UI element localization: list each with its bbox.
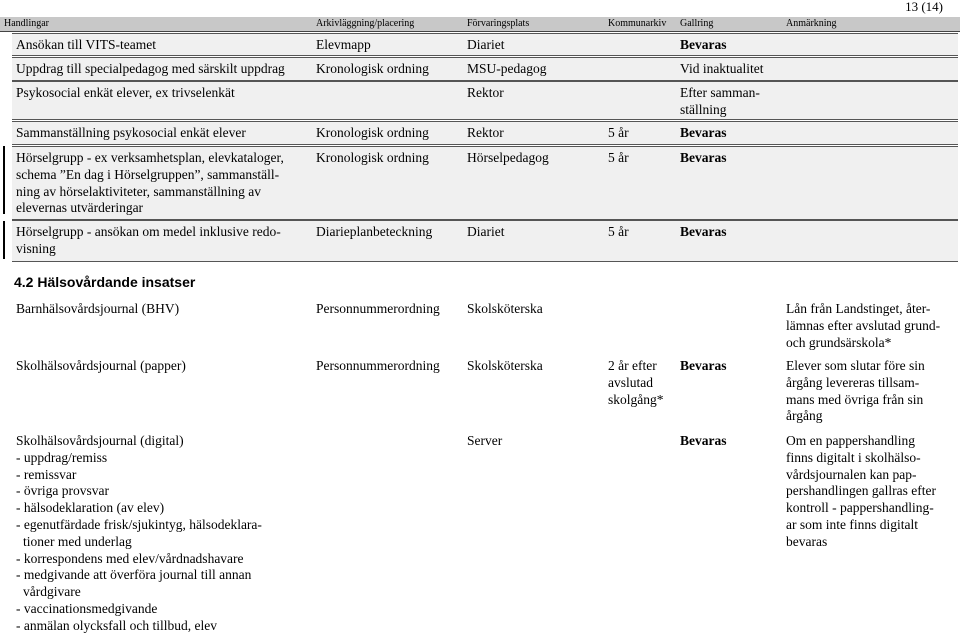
- cell-handling: Skolhälsovårdsjournal (papper): [16, 358, 186, 373]
- cell-gallring: Bevaras: [680, 358, 727, 373]
- table-row: [12, 121, 958, 145]
- cell-arkiv: Elevmapp: [316, 37, 371, 52]
- cell-plats: Server: [467, 433, 503, 448]
- change-bar: [3, 146, 5, 214]
- col-header-forvaringsplats: Förvaringsplats: [467, 18, 530, 29]
- cell-plats: Skolsköterska: [467, 301, 543, 316]
- cell-kommunarkiv: 5 år: [608, 125, 629, 140]
- cell-handling: Barnhälsovårdsjournal (BHV): [16, 301, 180, 316]
- column-header-bar: [0, 17, 960, 32]
- cell-plats: Diariet: [467, 37, 505, 52]
- cell-gallring: Bevaras: [680, 125, 727, 140]
- cell-kommunarkiv: 5 år: [608, 150, 629, 165]
- cell-gallring: Efter samman- ställning: [680, 85, 760, 117]
- table-row: [12, 430, 958, 640]
- table-row: [12, 81, 958, 120]
- col-header-gallring: Gallring: [680, 18, 714, 29]
- change-bar: [3, 221, 5, 259]
- cell-plats: Rektor: [467, 125, 504, 140]
- cell-anmarkning: Lån från Landstinget, åter- lämnas efter avslutad grund- och grundsärskola*: [786, 301, 941, 350]
- page-number: 13 (14): [905, 0, 943, 14]
- cell-plats: MSU-pedagog: [467, 61, 547, 76]
- cell-gallring: Bevaras: [680, 433, 727, 448]
- cell-arkiv: Diarieplanbeteckning: [316, 224, 433, 239]
- col-header-handlingar: Handlingar: [4, 18, 49, 29]
- cell-handling: Hörselgrupp - ansökan om medel inklusive redo- visning: [16, 224, 281, 256]
- cell-arkiv: Personnummerordning: [316, 358, 440, 373]
- cell-handling: Uppdrag till specialpedagog med särskilt uppdrag: [16, 61, 285, 76]
- cell-plats: Diariet: [467, 224, 505, 239]
- cell-gallring: Bevaras: [680, 224, 727, 239]
- table-row: [12, 57, 958, 81]
- col-header-anmarkning: Anmärkning: [786, 18, 837, 29]
- table-row: [12, 355, 958, 427]
- cell-plats: Rektor: [467, 85, 504, 100]
- cell-gallring: Vid inaktualitet: [680, 61, 764, 76]
- cell-arkiv: Kronologisk ordning: [316, 150, 429, 165]
- cell-handling: Ansökan till VITS-teamet: [16, 37, 156, 52]
- cell-arkiv: Kronologisk ordning: [316, 61, 429, 76]
- table-row: [12, 220, 958, 262]
- cell-gallring: Bevaras: [680, 150, 727, 165]
- section-heading: 4.2 Hälsovårdande insatser: [14, 274, 196, 290]
- cell-arkiv: Personnummerordning: [316, 301, 440, 316]
- cell-anmarkning: Elever som slutar före sin årgång levereras tillsam- mans med övriga från sin årgång: [786, 358, 925, 424]
- table-row: [12, 146, 958, 220]
- cell-kommunarkiv: 2 år efter avslutad skolgång*: [608, 358, 664, 407]
- table-row: [12, 298, 958, 354]
- table-row: [12, 33, 958, 56]
- cell-handling: Psykosocial enkät elever, ex trivselenkät: [16, 85, 235, 100]
- cell-kommunarkiv: 5 år: [608, 224, 629, 239]
- cell-handling: Sammanställning psykosocial enkät elever: [16, 125, 246, 140]
- cell-anmarkning: Om en pappershandling finns digitalt i skolhälso- vårdsjournalen kan pap- pershandlingen gallras efter kontroll - pappershandling- ar som inte finns digitalt bevaras: [786, 433, 936, 549]
- cell-arkiv: Kronologisk ordning: [316, 125, 429, 140]
- cell-plats: Skolsköterska: [467, 358, 543, 373]
- cell-gallring: Bevaras: [680, 37, 727, 52]
- cell-handling: Skolhälsovårdsjournal (digital) - uppdrag/remiss - remissvar - övriga provsvar - hälsodeklaration (av elev) - egenutfärdade frisk/sjukintyg, hälsodeklara- tioner med underlag - korrespondens med elev/vårdnadshavare - medgivande att överföra journal till annan vårdgivare - vaccinationsmedgivande - anmälan olycksfall och tillbud, elev: [16, 433, 262, 633]
- col-header-arkivlaggning: Arkivläggning/placering: [316, 18, 415, 29]
- cell-handling: Hörselgrupp - ex verksamhetsplan, elevkataloger, schema ”En dag i Hörselgruppen”, sammanställ- ning av hörselaktiviteter, sammanställning av elevernas utvärderingar: [16, 150, 284, 216]
- col-header-kommunarkiv: Kommunarkiv: [608, 18, 667, 29]
- cell-plats: Hörselpedagog: [467, 150, 549, 165]
